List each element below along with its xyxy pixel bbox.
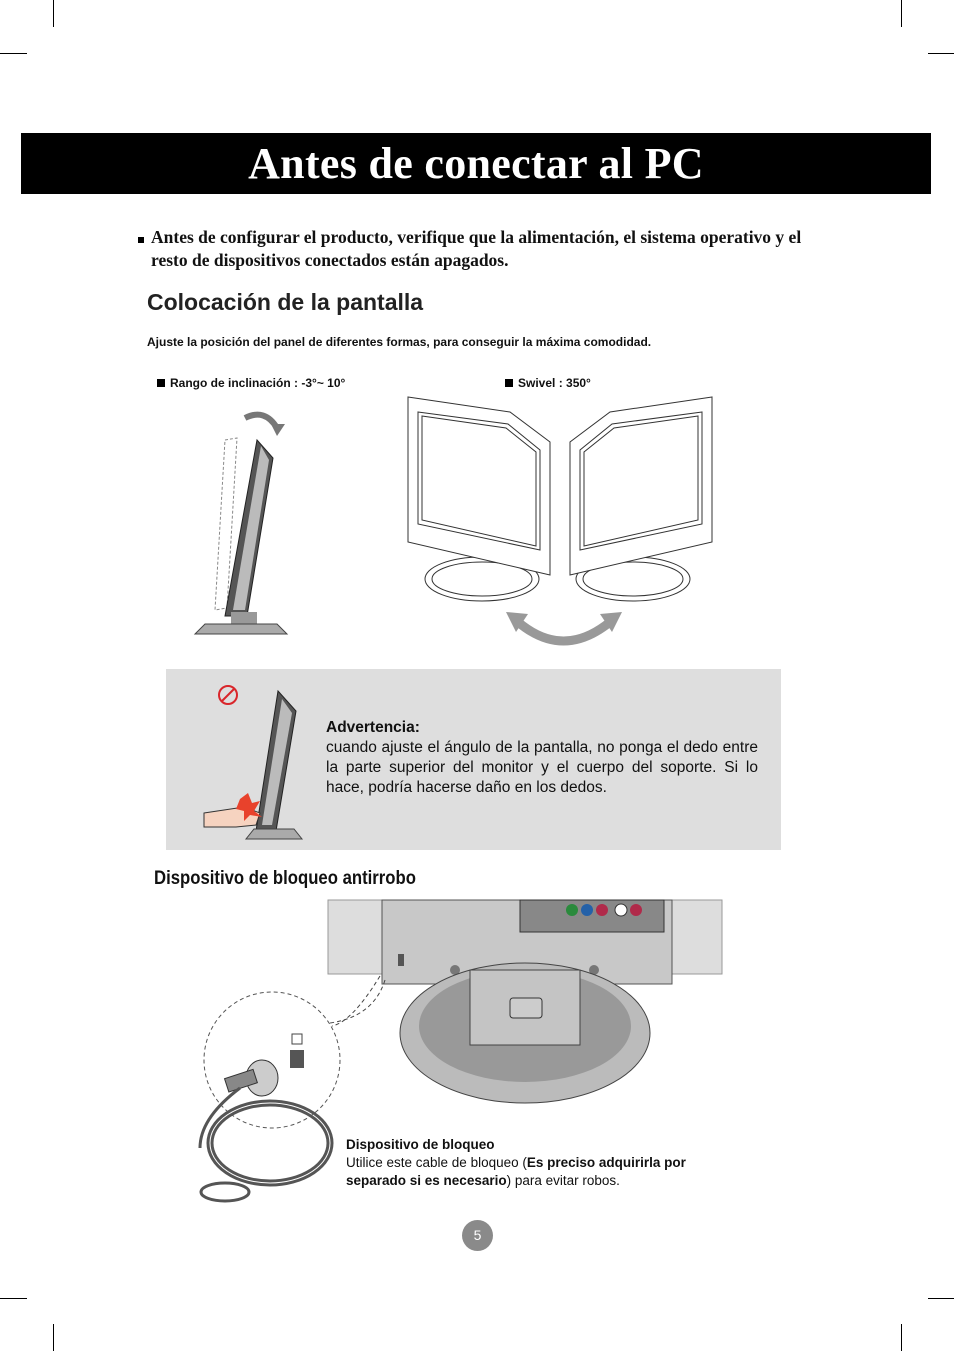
lock-caption-post: ) para evitar robos. xyxy=(506,1173,620,1188)
lock-slot-detail xyxy=(290,1050,304,1068)
intro-note xyxy=(138,226,838,272)
swivel-label-text: Swivel : 350° xyxy=(518,376,591,390)
bullet-icon xyxy=(157,379,165,387)
tilt-arrow-head xyxy=(271,424,285,436)
section-heading-lock: Dispositivo de bloqueo antirrobo xyxy=(154,868,416,889)
lock-caption-pre: Utilice este cable de bloqueo ( xyxy=(346,1155,527,1170)
tilt-base xyxy=(195,624,287,634)
section-heading-placement: Colocación de la pantalla xyxy=(147,289,424,315)
lock-caption-bold: Es preciso adquirirla por separado si es necesario xyxy=(346,1155,686,1188)
swivel-monitor-left xyxy=(408,397,550,601)
crop-mark xyxy=(0,1298,27,1299)
lock-detail-callout xyxy=(204,992,340,1128)
swivel-label xyxy=(505,376,591,390)
lock-slot xyxy=(398,954,404,966)
crop-mark xyxy=(53,1324,54,1351)
warning-body: cuando ajuste el ángulo de la pantalla, no ponga el dedo entre la parte superior del monitor y el cuerpo del soporte. Si lo hace, podría hacerse daño en los dedos. xyxy=(326,739,758,796)
crop-mark xyxy=(901,0,902,27)
bullet-icon xyxy=(505,379,513,387)
warning-text xyxy=(326,718,758,798)
swivel-arrow xyxy=(518,622,610,641)
page-title: Antes de conectar al PC xyxy=(248,139,704,188)
tilt-neck xyxy=(231,612,257,624)
swivel-illustration xyxy=(400,392,725,652)
warning-illustration xyxy=(196,681,321,846)
ports-panel xyxy=(520,900,664,932)
crop-mark xyxy=(0,53,27,54)
intro-text: Antes de configurar el producto, verifique que la alimentación, el sistema operativo y el resto de dispositivos conectados están apagados. xyxy=(151,227,802,270)
bullet-icon xyxy=(138,237,144,243)
page-number: 5 xyxy=(462,1220,493,1251)
tilt-label xyxy=(157,376,345,390)
tilt-illustration xyxy=(185,400,305,640)
swivel-monitor-right xyxy=(570,397,712,601)
lock-caption-heading: Dispositivo de bloqueo xyxy=(346,1137,495,1152)
placement-subtitle: Ajuste la posición del panel de diferentes formas, para conseguir la máxima comodidad. xyxy=(147,335,652,349)
crop-mark xyxy=(53,0,54,27)
crop-mark xyxy=(901,1324,902,1351)
tilt-label-text: Rango de inclinación : -3°~ 10° xyxy=(170,376,346,390)
title-bar xyxy=(21,133,931,194)
crop-mark xyxy=(928,1298,954,1299)
lock-caption xyxy=(346,1136,736,1190)
warning-heading: Advertencia: xyxy=(326,719,420,736)
crop-mark xyxy=(928,53,954,54)
